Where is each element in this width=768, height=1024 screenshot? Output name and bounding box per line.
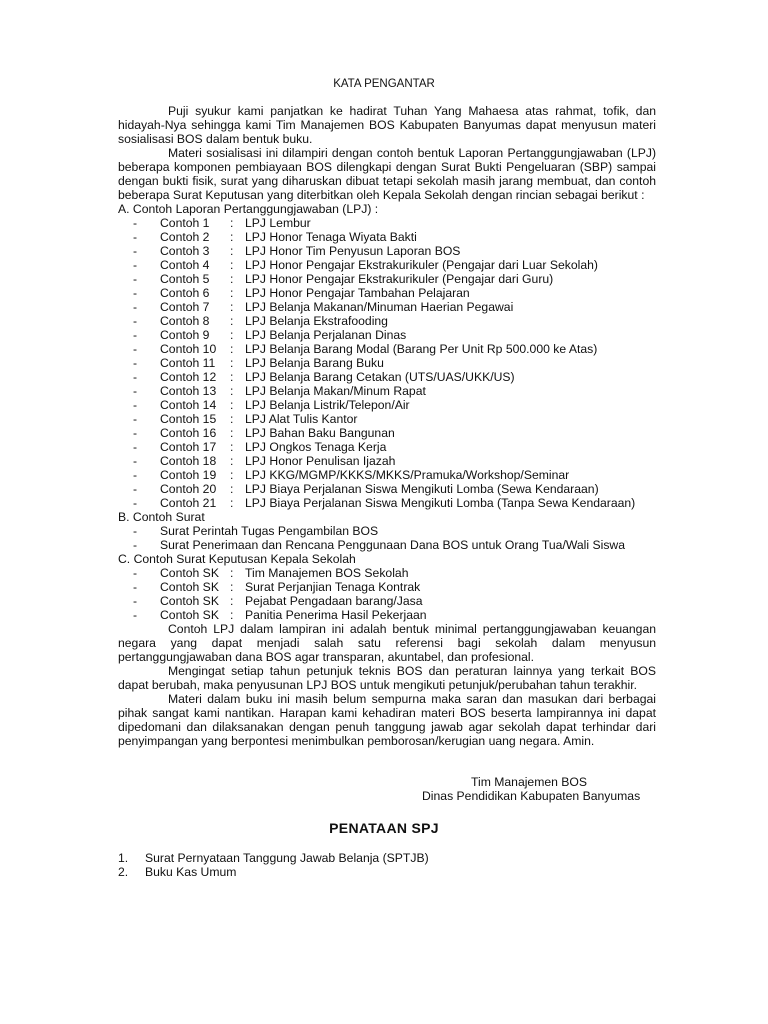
list-item <box>0 216 768 230</box>
list-item-label: Contoh 12 <box>160 370 217 384</box>
list-item-text: LPJ Alat Tulis Kantor <box>245 412 358 426</box>
list-item-text: LPJ Belanja Makan/Minum Rapat <box>245 384 426 398</box>
list-item-colon: : <box>230 370 234 384</box>
paragraph-regulation-text: Mengingat setiap tahun petunjuk teknis BOS dan peraturan lainnya yang terkait BOS dapat berubah, maka penyusunan LPJ BOS untuk mengikuti petunjuk/perubahan tahun terakhir. <box>118 664 656 692</box>
paragraph-purpose <box>118 622 656 664</box>
list-bullet: - <box>133 244 138 258</box>
list-item-label: Contoh 19 <box>160 468 217 482</box>
list-item-label: Contoh 11 <box>160 356 216 370</box>
list-bullet: - <box>133 594 138 608</box>
list-item <box>0 468 768 482</box>
list-item-colon: : <box>230 216 234 230</box>
list-item-colon: : <box>230 454 234 468</box>
list-item <box>0 342 768 356</box>
list-item-label: Contoh 15 <box>160 412 217 426</box>
list-bullet: - <box>133 496 138 510</box>
list-item-label: Contoh 21 <box>160 496 217 510</box>
signature-team: Tim Manajemen BOS <box>471 775 588 789</box>
list-bullet: - <box>133 566 138 580</box>
list-item-label: Contoh 2 <box>160 230 210 244</box>
list-item <box>0 370 768 384</box>
list-item <box>0 356 768 370</box>
list-item-label: Contoh 18 <box>160 454 217 468</box>
paragraph-closing <box>118 692 656 748</box>
list-item-text: LPJ Biaya Perjalanan Siswa Mengikuti Lomba (Sewa Kendaraan) <box>245 482 599 496</box>
section-b-heading: B. Contoh Surat <box>118 510 205 524</box>
list-bullet: - <box>133 482 138 496</box>
list-item-text: LPJ Belanja Barang Modal (Barang Per Unit Rp 500.000 ke Atas) <box>245 342 598 356</box>
page-title: KATA PENGANTAR <box>333 78 435 90</box>
list-bullet: - <box>133 608 138 622</box>
list-bullet: - <box>133 258 138 272</box>
paragraph-intro <box>118 104 656 146</box>
list-item-text: Tim Manajemen BOS Sekolah <box>245 566 409 580</box>
list-item <box>0 524 768 538</box>
list-item-text: LPJ Bahan Baku Bangunan <box>245 426 395 440</box>
paragraph-closing-text: Materi dalam buku ini masih belum sempurna maka saran dan masukan dari berbagai pihak sangat kami nantikan. Harapan kami kehadiran materi BOS beserta lampirannya ini dapat dipedomani dan dilaksanakan dengan penuh tanggung jawab agar sekolah dapat terhindar dari penyimpangan yang berpontesi menimbulkan pemborosan/kerugian uang negara. Amin. <box>118 692 656 748</box>
list-item-label: Contoh 14 <box>160 398 217 412</box>
list-item <box>0 594 768 608</box>
list-item-text: LPJ Belanja Barang Cetakan (UTS/UAS/UKK/US) <box>245 370 515 384</box>
list-item-colon: : <box>230 286 234 300</box>
list-item-text: Surat Penerimaan dan Rencana Penggunaan Dana BOS untuk Orang Tua/Wali Siswa <box>160 538 625 552</box>
list-item-colon: : <box>230 356 234 370</box>
list-bullet: - <box>133 272 138 286</box>
list-item-colon: : <box>230 594 234 608</box>
list-item-text: LPJ Biaya Perjalanan Siswa Mengikuti Lomba (Tanpa Sewa Kendaraan) <box>245 496 636 510</box>
list-item-text: LPJ Lembur <box>245 216 311 230</box>
list-item-label: Contoh 1 <box>160 216 210 230</box>
list-item <box>0 398 768 412</box>
list-item-colon: : <box>230 258 234 272</box>
list-bullet: - <box>133 580 138 594</box>
list-item-text: LPJ Honor Pengajar Ekstrakurikuler (Pengajar dari Luar Sekolah) <box>245 258 598 272</box>
list-bullet: - <box>133 468 138 482</box>
list-item-label: Contoh 20 <box>160 482 217 496</box>
list-item-number: 1. <box>118 851 129 865</box>
list-bullet: - <box>133 370 138 384</box>
list-item-colon: : <box>230 244 234 258</box>
list-item-text: LPJ Belanja Barang Buku <box>245 356 384 370</box>
list-item-label: Contoh SK <box>160 594 219 608</box>
list-item-text: Surat Pernyataan Tanggung Jawab Belanja (SPTJB) <box>145 851 429 865</box>
list-item <box>0 538 768 552</box>
list-item-text: LPJ Honor Pengajar Ekstrakurikuler (Pengajar dari Guru) <box>245 272 554 286</box>
signature-office: Dinas Pendidikan Kabupaten Banyumas <box>422 789 641 803</box>
list-item-text: Surat Perjanjian Tenaga Kontrak <box>245 580 421 594</box>
list-bullet: - <box>133 426 138 440</box>
list-item-colon: : <box>230 300 234 314</box>
list-item-colon: : <box>230 314 234 328</box>
list-item-text: LPJ Honor Penulisan Ijazah <box>245 454 396 468</box>
list-bullet: - <box>133 356 138 370</box>
list-item-colon: : <box>230 482 234 496</box>
list-item <box>0 244 768 258</box>
list-item-colon: : <box>230 342 234 356</box>
list-item <box>0 440 768 454</box>
paragraph-regulation <box>118 664 656 692</box>
list-item-label: Contoh 13 <box>160 384 217 398</box>
list-item-colon: : <box>230 566 234 580</box>
list-item-colon: : <box>230 608 234 622</box>
section-c-heading: C. Contoh Surat Keputusan Kepala Sekolah <box>118 552 356 566</box>
list-item <box>0 230 768 244</box>
list-item-colon: : <box>230 272 234 286</box>
list-item <box>0 272 768 286</box>
list-item <box>0 314 768 328</box>
list-bullet: - <box>133 384 138 398</box>
list-item-colon: : <box>230 398 234 412</box>
list-bullet: - <box>133 538 138 552</box>
list-item-label: Contoh SK <box>160 608 219 622</box>
list-bullet: - <box>133 398 138 412</box>
list-item-text: Surat Perintah Tugas Pengambilan BOS <box>160 524 379 538</box>
paragraph-attachments <box>118 146 656 202</box>
list-item-colon: : <box>230 580 234 594</box>
list-item <box>0 328 768 342</box>
list-item-colon: : <box>230 426 234 440</box>
list-bullet: - <box>133 216 138 230</box>
list-item-label: Contoh 8 <box>160 314 210 328</box>
list-item-label: Contoh 17 <box>160 440 217 454</box>
list-bullet: - <box>133 454 138 468</box>
list-bullet: - <box>133 440 138 454</box>
list-item-number: 2. <box>118 865 129 879</box>
list-item-colon: : <box>230 412 234 426</box>
paragraph-intro-text: Puji syukur kami panjatkan ke hadirat Tuhan Yang Mahaesa atas rahmat, tofik, dan hidayah-Nya sehingga kami Tim Manajemen BOS Kabupaten Banyumas dapat menyusun materi sosialisasi BOS dalam bentuk buku. <box>118 104 656 146</box>
list-item <box>0 426 768 440</box>
list-item-label: Contoh 4 <box>160 258 210 272</box>
list-bullet: - <box>133 314 138 328</box>
list-item-text: LPJ Belanja Makanan/Minuman Haerian Pegawai <box>245 300 514 314</box>
list-item-label: Contoh SK <box>160 566 219 580</box>
section-a-heading: A. Contoh Laporan Pertanggungjawaban (LPJ) : <box>118 202 379 216</box>
list-item-colon: : <box>230 230 234 244</box>
list-item <box>0 851 768 865</box>
list-item-label: Contoh 7 <box>160 300 210 314</box>
list-item-label: Contoh 16 <box>160 426 217 440</box>
list-item <box>0 258 768 272</box>
list-item-text: LPJ KKG/MGMP/KKKS/MKKS/Pramuka/Workshop/Seminar <box>245 468 570 482</box>
section-heading-spj: PENATAAN SPJ <box>329 820 439 836</box>
list-item-text: LPJ Honor Pengajar Tambahan Pelajaran <box>245 286 470 300</box>
list-item-text: Buku Kas Umum <box>145 865 237 879</box>
list-item-text: LPJ Belanja Perjalanan Dinas <box>245 328 407 342</box>
list-bullet: - <box>133 230 138 244</box>
list-bullet: - <box>133 342 138 356</box>
list-item-text: Panitia Penerima Hasil Pekerjaan <box>245 608 427 622</box>
list-item-text: LPJ Belanja Ekstrafooding <box>245 314 388 328</box>
list-item <box>0 566 768 580</box>
list-item-label: Contoh 3 <box>160 244 210 258</box>
list-item-colon: : <box>230 496 234 510</box>
list-item-text: LPJ Ongkos Tenaga Kerja <box>245 440 387 454</box>
list-item-text: LPJ Honor Tenaga Wiyata Bakti <box>245 230 417 244</box>
list-bullet: - <box>133 328 138 342</box>
list-item-text: LPJ Honor Tim Penyusun Laporan BOS <box>245 244 461 258</box>
paragraph-attachments-text: Materi sosialisasi ini dilampiri dengan contoh bentuk Laporan Pertanggungjawaban (LPJ) beberapa komponen pembiayaan BOS dilengkapi dengan Surat Bukti Pengeluaran (SBP) sampai dengan bukti fisik, surat yang diharuskan dibuat tetapi sekolah masih jarang membuat, dan contoh beberapa Surat Keputusan yang diterbitkan oleh Kepala Sekolah dengan rincian sebagai berikut : <box>118 146 656 202</box>
list-item-label: Contoh 9 <box>160 328 210 342</box>
list-bullet: - <box>133 300 138 314</box>
list-item <box>0 580 768 594</box>
list-bullet: - <box>133 524 138 538</box>
list-item <box>0 865 768 879</box>
list-bullet: - <box>133 286 138 300</box>
list-item-label: Contoh 6 <box>160 286 210 300</box>
list-item-label: Contoh 10 <box>160 342 217 356</box>
paragraph-purpose-text: Contoh LPJ dalam lampiran ini adalah bentuk minimal pertanggungjawaban keuangan negara yang dapat menjadi salah satu referensi bagi sekolah dalam menyusun pertanggungjawaban dana BOS agar transparan, akuntabel, dan profesional. <box>118 622 656 664</box>
list-item-colon: : <box>230 440 234 454</box>
list-item <box>0 482 768 496</box>
list-item <box>0 608 768 622</box>
list-item-text: LPJ Belanja Listrik/Telepon/Air <box>245 398 410 412</box>
list-item-label: Contoh SK <box>160 580 219 594</box>
list-item <box>0 496 768 510</box>
list-item <box>0 286 768 300</box>
list-item-colon: : <box>230 384 234 398</box>
list-bullet: - <box>133 412 138 426</box>
list-item <box>0 300 768 314</box>
list-item-colon: : <box>230 468 234 482</box>
list-item-label: Contoh 5 <box>160 272 210 286</box>
list-item <box>0 384 768 398</box>
list-item <box>0 412 768 426</box>
list-item-text: Pejabat Pengadaan barang/Jasa <box>245 594 423 608</box>
list-item-colon: : <box>230 328 234 342</box>
list-item <box>0 454 768 468</box>
